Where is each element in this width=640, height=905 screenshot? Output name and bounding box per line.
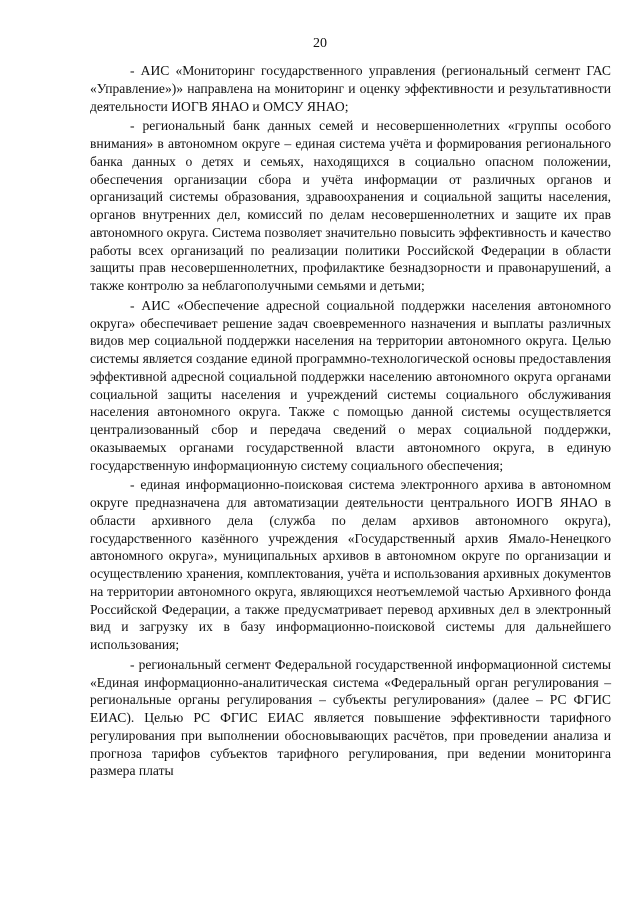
paragraph-ais-social-support: - АИС «Обеспечение адресной социальной поддержки населения автономного округа» обеспечивает решение задач своевременного назначения и выплаты различных видов мер социальной поддержки населения на территории автономного округа. Целью системы является создание единой программно-технологической основы предоставления эффективной адресной социальной поддержки населению автономного округа органами социальной защиты населения и учреждений системы социального обслуживания населения автономного округа. Также с помощью данной системы осуществляется централизованный сбор и передача сведений о мерах социальной поддержки, оказываемых органами государственной власти автономного округа, в единую государственную информационную систему социального обеспечения;	[90, 297, 611, 473]
paragraph-fgis-eias: - региональный сегмент Федеральной государственной информационной системы «Единая информационно-аналитическая система «Федеральный орган регулирования – региональные органы регулирования – субъекты регулирования» (далее – РС ФГИС ЕИАС). Целью РС ФГИС ЕИАС является повышение эффективности тарифного регулирования при выполнении обосновывающих расчётов, при проведении анализа и прогноза тарифов субъектов тарифного регулирования, при ведении мониторинга размера платы	[90, 656, 611, 779]
body-text	[90, 62, 611, 782]
page-number: 20	[313, 36, 327, 51]
paragraph-electronic-archive: - единая информационно-поисковая система электронного архива в автономном округе предназначена для автоматизации деятельности центрального ИОГВ ЯНАО в области архивного дела (служба по делам архивов автономного округа), государственного казённого учреждения «Государственный архив Ямало-Ненецкого автономного округа», муниципальных архивов в автономном округе по организации и осуществлению хранения, комплектования, учёта и использования архивных документов на территории автономного округа, являющихся неотъемлемой частью Архивного фонда Российской Федерации, а также предусматривает перевод архивных дел в электронный вид и загрузку их в базу информационно-поисковой системы для дальнейшего использования;	[90, 477, 611, 652]
paragraph-regional-data-bank: - региональный банк данных семей и несовершеннолетних «группы особого внимания» в автономном округе – единая система учёта и формирования регионального банка данных о детях и семьях, находящихся в социально опасном положении, обеспечения организации сбора и учёта информации от различных органов и организаций системы образования, здравоохранения и социальной защиты населения, органов внутренних дел, комиссий по делам несовершеннолетних и защите их прав автономного округа. Система позволяет значительно повысить эффективность и качество работы всех организаций по реализации политики Российской Федерации в области защиты прав несовершеннолетних, профилактике безнадзорности и правонарушений, а также контролю за неблагополучными семьями и детьми;	[90, 118, 611, 293]
paragraph-ais-monitoring: - АИС «Мониторинг государственного управления (региональный сегмент ГАС «Управление»)» направлена на мониторинг и оценку эффективности и результативности деятельности ИОГВ ЯНАО и ОМСУ ЯНАО;	[90, 63, 611, 114]
